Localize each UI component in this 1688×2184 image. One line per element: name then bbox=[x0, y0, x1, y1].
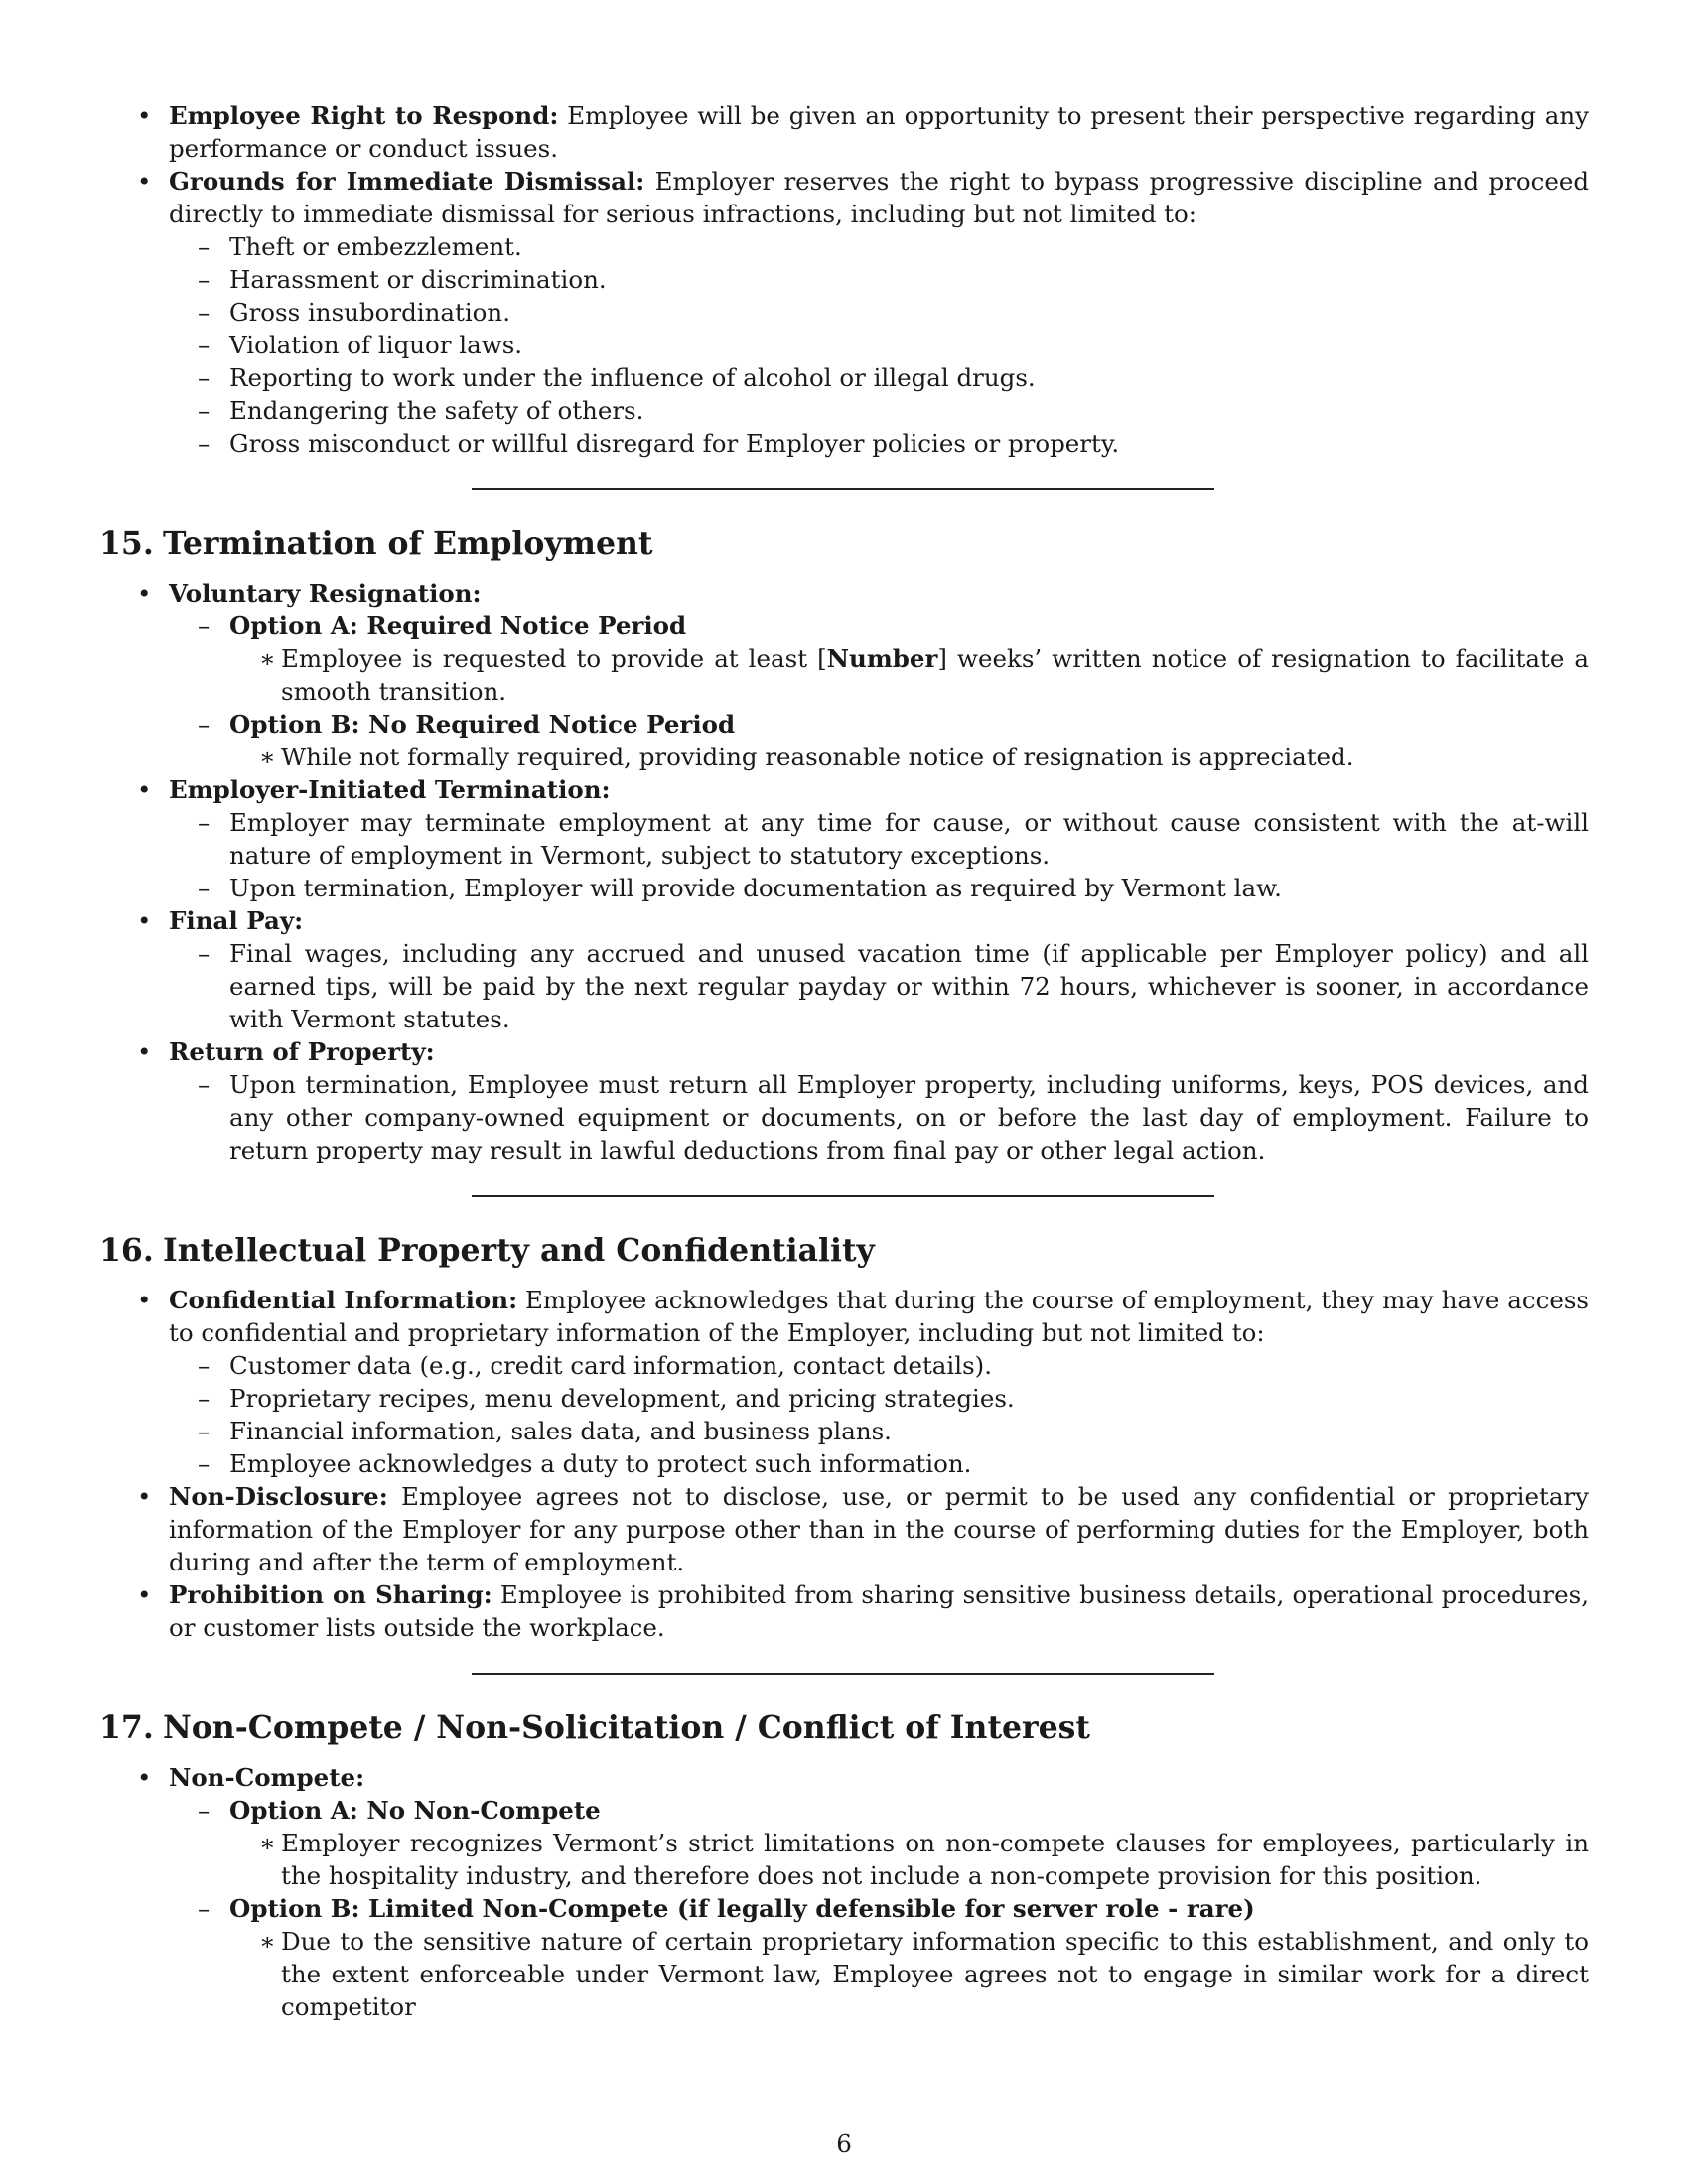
list-item bbox=[169, 610, 1589, 708]
dismissal-grounds-list bbox=[169, 230, 1589, 460]
list-item: – Gross insubordination. bbox=[169, 296, 1589, 329]
section-divider bbox=[472, 488, 1214, 490]
section-number: 16. bbox=[99, 1232, 154, 1269]
list-item: – Violation of liquor laws. bbox=[169, 329, 1589, 361]
resignation-options bbox=[169, 610, 1589, 773]
section-title: Intellectual Property and Confidentiality bbox=[163, 1232, 875, 1269]
item-label: Employee Right to Respond: bbox=[169, 101, 559, 130]
placeholder-field: Number bbox=[826, 644, 938, 673]
list-item bbox=[169, 708, 1589, 773]
option-details bbox=[229, 1925, 1589, 2023]
confidential-items-list bbox=[169, 1349, 1589, 1480]
list-item bbox=[99, 1035, 1589, 1166]
option-details bbox=[229, 741, 1589, 773]
option-label: Option A: Required Notice Period bbox=[229, 612, 687, 640]
placeholder-close-bracket: ] bbox=[937, 644, 947, 673]
list-item bbox=[169, 1892, 1589, 2023]
list-item: – Final wages, including any accrued and unused vacation time (if applicable per Employer policy) and all earned tips, will be paid by the next regular payday or within 72 hours, whichever is sooner, in accordance with Vermont statutes. bbox=[169, 937, 1589, 1035]
item-label: Return of Property: bbox=[169, 1037, 435, 1066]
list-item: – Employee acknowledges a duty to protect such information. bbox=[169, 1447, 1589, 1480]
item-label: Employer-Initiated Termination: bbox=[169, 775, 611, 804]
item-text: Employee acknowledges that during the course of employment, they may have access to confidential and proprietary information of the Employer, including but not limited to: bbox=[169, 1286, 1589, 1347]
list-item bbox=[169, 1794, 1589, 1892]
item-text: weeks’ written notice of resignation to facilitate a smooth transition. bbox=[281, 644, 1589, 706]
list-item bbox=[99, 1284, 1589, 1480]
list-item bbox=[229, 642, 1589, 708]
section-16-list bbox=[99, 1284, 1589, 1644]
list-item bbox=[99, 904, 1589, 1035]
final-pay-details bbox=[169, 937, 1589, 1035]
option-label: Option B: Limited Non-Compete (if legally defensible for server role - rare) bbox=[229, 1894, 1255, 1923]
section-heading bbox=[99, 1708, 1589, 1748]
list-item: – Gross misconduct or willful disregard for Employer policies or property. bbox=[169, 427, 1589, 460]
list-item bbox=[99, 577, 1589, 773]
item-label: Confidential Information: bbox=[169, 1286, 518, 1314]
list-item: ∗ Due to the sensitive nature of certain proprietary information specific to this establishment, and only to the extent enforceable under Vermont law, Employee agrees not to engage in similar work for a direct competitor bbox=[229, 1925, 1589, 2023]
section-heading bbox=[99, 524, 1589, 564]
section-heading bbox=[99, 1231, 1589, 1271]
section-divider bbox=[472, 1673, 1214, 1675]
list-item bbox=[99, 1761, 1589, 2023]
section-17-list bbox=[99, 1761, 1589, 2023]
item-label: Voluntary Resignation: bbox=[169, 579, 482, 608]
non-compete-options bbox=[169, 1794, 1589, 2023]
list-item bbox=[99, 1578, 1589, 1644]
termination-details bbox=[169, 806, 1589, 904]
document-page bbox=[99, 99, 1589, 2023]
section-14-continued bbox=[99, 99, 1589, 460]
item-label: Non-Compete: bbox=[169, 1763, 365, 1792]
page-number: 6 bbox=[836, 2129, 852, 2158]
list-item: – Proprietary recipes, menu development, and pricing strategies. bbox=[169, 1382, 1589, 1415]
item-label: Grounds for Immediate Dismissal: bbox=[169, 167, 645, 196]
list-item bbox=[99, 165, 1589, 460]
section-number: 17. bbox=[99, 1709, 154, 1746]
item-text: Employee is prohibited from sharing sensitive business details, operational procedures, or customer lists outside the workplace. bbox=[169, 1580, 1589, 1642]
section-title: Termination of Employment bbox=[163, 525, 653, 562]
return-property-details bbox=[169, 1068, 1589, 1166]
list-item: – Reporting to work under the influence of alcohol or illegal drugs. bbox=[169, 361, 1589, 394]
placeholder-open-bracket: [ bbox=[817, 644, 827, 673]
item-label: Non-Disclosure: bbox=[169, 1482, 388, 1511]
item-label: Final Pay: bbox=[169, 906, 304, 935]
section-number: 15. bbox=[99, 525, 154, 562]
option-label: Option A: No Non-Compete bbox=[229, 1796, 601, 1825]
list-item: – Endangering the safety of others. bbox=[169, 394, 1589, 427]
list-item: – Theft or embezzlement. bbox=[169, 230, 1589, 263]
list-item: – Harassment or discrimination. bbox=[169, 263, 1589, 296]
list-item: – Customer data (e.g., credit card information, contact details). bbox=[169, 1349, 1589, 1382]
item-text: Employee will be given an opportunity to present their perspective regarding any performance or conduct issues. bbox=[169, 101, 1589, 163]
item-text: Employee agrees not to disclose, use, or permit to be used any confidential or proprietary information of the Employer for any purpose other than in the course of performing duties for the Employer, both during and after the term of employment. bbox=[169, 1482, 1589, 1576]
list-item: – Upon termination, Employee must return all Employer property, including uniforms, keys, POS devices, and any other company-owned equipment or documents, on or before the last day of employment. Failure to return property may result in lawful deductions from final pay or other legal action. bbox=[169, 1068, 1589, 1166]
list-item: – Upon termination, Employer will provide documentation as required by Vermont law. bbox=[169, 872, 1589, 904]
list-item: – Employer may terminate employment at any time for cause, or without cause consistent with the at-will nature of employment in Vermont, subject to statutory exceptions. bbox=[169, 806, 1589, 872]
option-details bbox=[229, 1827, 1589, 1892]
item-label: Prohibition on Sharing: bbox=[169, 1580, 492, 1609]
list-item bbox=[99, 1480, 1589, 1578]
item-text: Employer reserves the right to bypass progressive discipline and proceed directly to immediate dismissal for serious infractions, including but not limited to: bbox=[169, 167, 1589, 228]
item-text: Employee is requested to provide at least bbox=[281, 644, 818, 673]
option-details bbox=[229, 642, 1589, 708]
section-15-list bbox=[99, 577, 1589, 1166]
option-label: Option B: No Required Notice Period bbox=[229, 710, 736, 739]
list-item: ∗ Employer recognizes Vermont’s strict limitations on non-compete clauses for employees, particularly in the hospitality industry, and therefore does not include a non-compete provision for this position. bbox=[229, 1827, 1589, 1892]
list-item: – Financial information, sales data, and business plans. bbox=[169, 1415, 1589, 1447]
list-item bbox=[99, 773, 1589, 904]
list-item bbox=[99, 99, 1589, 165]
section-title: Non-Compete / Non-Solicitation / Conflict of Interest bbox=[163, 1709, 1090, 1746]
list-item: ∗ While not formally required, providing reasonable notice of resignation is appreciated. bbox=[229, 741, 1589, 773]
section-divider bbox=[472, 1195, 1214, 1197]
